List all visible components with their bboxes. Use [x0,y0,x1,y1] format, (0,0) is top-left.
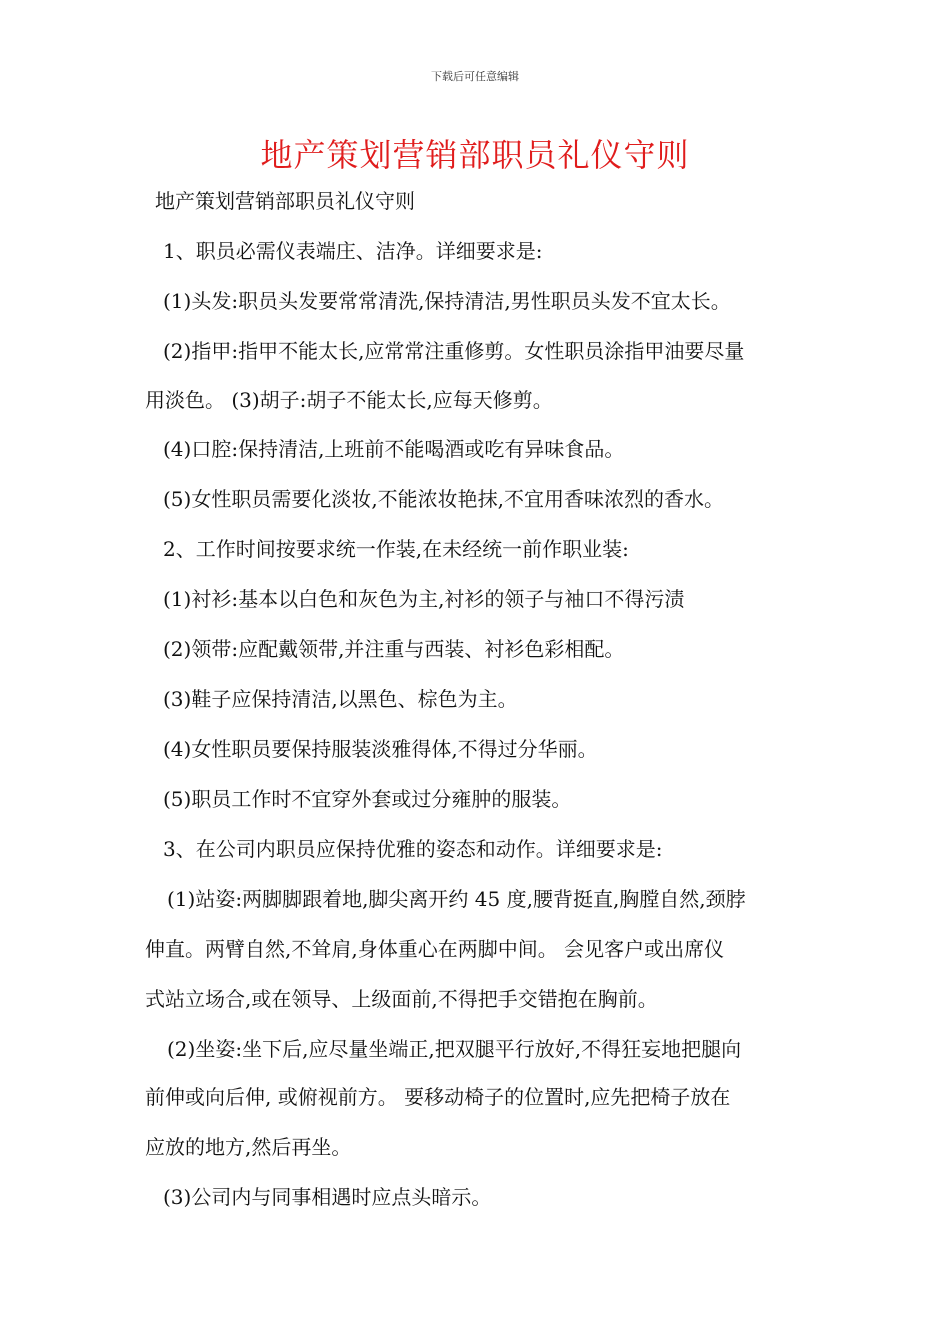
paragraph-line: 式站立场合,或在领导、上级面前,不得把手交错抱在胸前。 [145,987,658,1011]
paragraph-line: (4)口腔:保持清洁,上班前不能喝酒或吃有异味食品。 [163,437,625,461]
section-3-heading: 3、在公司内职员应保持优雅的姿态和动作。详细要求是: [163,837,663,861]
paragraph-line: (5)职员工作时不宜穿外套或过分雍肿的服装。 [163,787,572,811]
document-title: 地产策划营销部职员礼仪守则 [260,136,690,174]
header-note: 下载后可任意编辑 [431,70,519,83]
paragraph-line: 用淡色。 (3)胡子:胡子不能太长,应每天修剪。 [145,388,553,412]
paragraph-line: 应放的地方,然后再坐。 [145,1135,352,1159]
paragraph-line: (1)站姿:两脚脚跟着地,脚尖离开约 45 度,腰背挺直,胸膛自然,颈脖 [167,887,746,911]
paragraph-line: (5)女性职员需要化淡妆,不能浓妆艳抹,不宜用香味浓烈的香水。 [163,487,725,511]
paragraph-line: (2)坐姿:坐下后,应尽量坐端正,把双腿平行放好,不得狂妄地把腿向 [167,1037,742,1061]
section-2-heading: 2、工作时间按要求统一作装,在未经统一前作职业装: [163,537,629,561]
paragraph-line: (4)女性职员要保持服装淡雅得体,不得过分华丽。 [163,737,598,761]
paragraph-line: 伸直。两臂自然,不耸肩,身体重心在两脚中间。 会见客户或出席仪 [145,937,725,961]
paragraph-line: (2)指甲:指甲不能太长,应常常注重修剪。女性职员涂指甲油要尽量 [163,339,745,363]
paragraph-line: (1)头发:职员头发要常常清洗,保持清洁,男性职员头发不宜太长。 [163,289,731,313]
paragraph-line: (3)鞋子应保持清洁,以黑色、棕色为主。 [163,687,518,711]
section-1-heading: 1、职员必需仪表端庄、洁净。详细要求是: [163,239,543,263]
paragraph-line: (1)衬衫:基本以白色和灰色为主,衬衫的领子与袖口不得污渍 [163,587,685,611]
paragraph-line: 前伸或向后伸, 或俯视前方。 要移动椅子的位置时,应先把椅子放在 [145,1085,731,1109]
paragraph-line: (2)领带:应配戴领带,并注重与西装、衬衫色彩相配。 [163,637,625,661]
subtitle-line: 地产策划营销部职员礼仪守则 [155,189,415,213]
paragraph-line: (3)公司内与同事相遇时应点头暗示。 [163,1185,492,1209]
